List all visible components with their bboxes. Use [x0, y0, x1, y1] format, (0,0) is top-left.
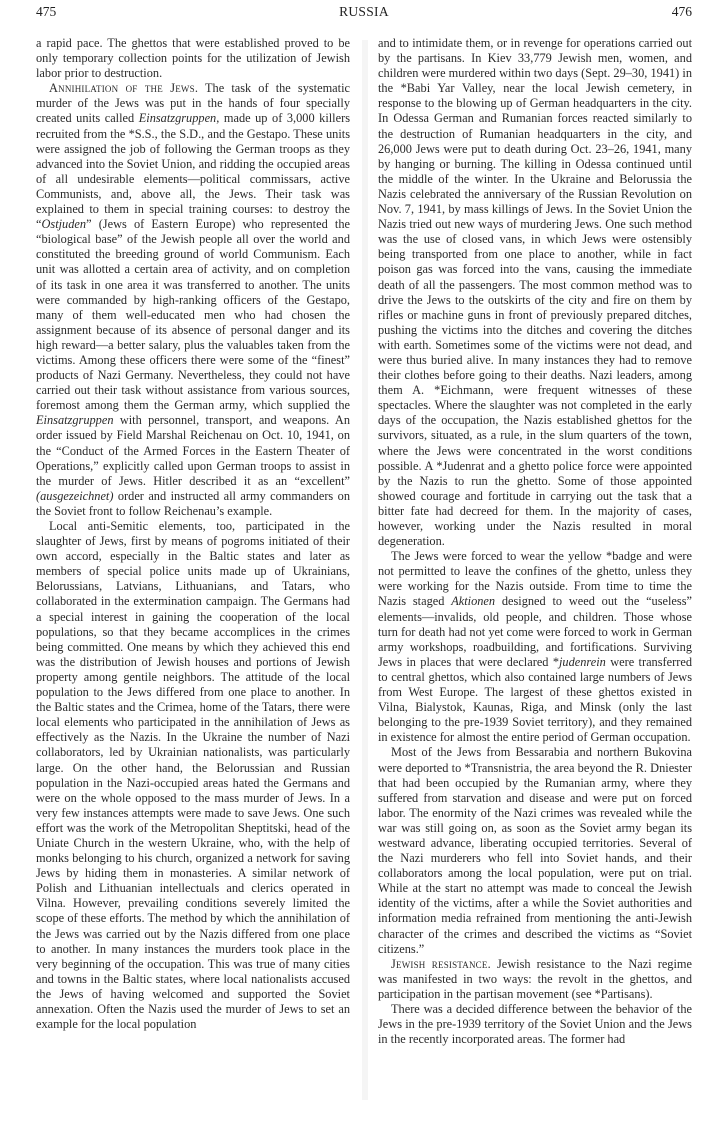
left-column	[36, 36, 350, 1032]
paragraph: The Jews were forced to wear the yellow *badge and were not permitted to leave the confines of the ghetto, unless they were working for the Nazis outside. From time to time the Nazis staged Aktionen designed to weed out the “useless” elements—invalids, old people, and children. Those whose turn for death had not yet come were forced to work in German army workshops, roadbuilding, and fortifications. Surviving Jews in places that were declared *judenrein were transferred to central ghettos, which also contained large numbers of Jews from West Europe. The largest of these ghettos existed in Vilna, Bialystok, Kaunas, Riga, and Minsk (only the last belonging to the pre-1939 Soviet territory), and they remained in existence for almost the entire period of German occupation.	[378, 549, 692, 745]
italic-term: judenrein	[559, 654, 606, 669]
paragraph: There was a decided difference between the behavior of the Jews in the pre-1939 territory of the Soviet Union and the Jews in the recently incorporated areas. The former had	[378, 1002, 692, 1047]
gutter-scan-shadow	[362, 40, 368, 1100]
section-heading: Jewish resistance.	[391, 956, 491, 971]
running-title: RUSSIA	[339, 4, 389, 19]
page-number-left: 475	[36, 4, 57, 19]
paragraph: Most of the Jews from Bessarabia and northern Bukovina were deported to *Transnistria, the area beyond the R. Dniester that had been occupied by the Rumanian army, where they suffered from starvation and disease and were put on forced labor. The enormity of the Nazi crimes was revealed while the war was still going on, as soon as the Soviet army began its westward advance, liberating occupied territories. Several of the Nazi murderers who fell into Soviet hands, and their collaborators among the local population, were put on trial. While at the start no attempt was made to conceal the Jewish identity of the victims, after a while the Soviet authorities and information media refrained from mentioning the anti-Jewish character of the crimes and described the victims as “Soviet citizens.”	[378, 745, 692, 956]
italic-term: (ausgezeichnet)	[36, 488, 114, 503]
running-header	[36, 4, 692, 22]
right-column	[378, 36, 692, 1047]
italic-term: Ostjuden	[41, 217, 87, 232]
paragraph: Local anti-Semitic elements, too, participated in the slaughter of Jews, first by means of pogroms initiated of their own accord, especially in the Baltic states and later as members of special police units made up of Ukrainians, Belorussians, Latvians, Lithuanians, and Tatars, who collaborated in the extermination campaign. The Germans had a special interest in gaining the cooperation of the local populations, so that they became accomplices in the crimes being committed. One means by which they achieved this end was the distribution of Jewish houses and portions of Jewish property among gentile neighbors. The attitude of the local population to the Jews differed from one place to another. In the Baltic states and the Crimea, home of the Tatars, there were local elements who participated in the annihilation of Jews as effectively as the Nazis. In the Ukraine the number of Nazi collaborators, led by Ukrainian nationalists, was particularly large. On the other hand, the Belorussian and Russian population in the Nazi-occupied areas hated the Germans and were on the whole opposed to the mass murder of Jews. In a very few instances attempts were made to save Jews. One such effort was the work of the Metropolitan Sheptitski, head of the Uniate Church in the western Ukraine, who, with the help of monks belonging to his church, organized a network for saving Jews by hiding them in monasteries. A similar network of Polish and Lithuanian intellectuals and clerics operated in Vilna. However, prevailing conditions severely limited the scope of these efforts. The method by which the annihilation of the Jews was carried out by the Nazis differed from one place to another. In many instances the murders took place in the very beginning of the occupation. This was true of many cities and towns in the Baltic states, where local nationalists accused the Jews of having welcomed and supported the Soviet annexation. Often the Nazis used the murder of Jews to set an example for the local population	[36, 519, 350, 1032]
paragraph: a rapid pace. The ghettos that were established proved to be only temporary collection points for the utilization of Jewish labor prior to destruction.	[36, 36, 350, 81]
paragraph: and to intimidate them, or in revenge for operations carried out by the partisans. In Kiev 33,779 Jewish men, women, and children were murdered within two days (Sept. 29–30, 1941) in the *Babi Yar Valley, near the local Jewish cemetery, in response to the blowing up of German headquarters in the city. In Odessa German and Rumanian forces reacted similarly to the destruction of Rumanian headquarters in the city, and 26,000 Jews were put to death during Oct. 23–26, 1941, many by hanging or burning. The killing in Odessa continued until the middle of the winter. In the Ukraine and Belorussia the Nazis celebrated the anniversary of the Russian Revolution on Nov. 7, 1941, by mass killings of Jews. In the Soviet Union the Nazis tried out new ways of murdering Jews. One such method was the use of closed vans, in which Jews were ostensibly being transported from one place to another, while in fact poison gas was forced into the vans, causing the immediate death of all the passengers. The most common method was to drive the Jews to the outskirts of the city and fire on them by rifles or machine guns in front of previously prepared ditches, pushing the victims into the ditches and covering the ditches with earth. Sometimes some of the victims were not dead, and were thus buried alive. In many instances they had to remove their clothes before going to their deaths. Nazi leaders, among them A. *Eichmann, were frequent witnesses of these spectacles. Where the slaughter was not completed in the early days of the occupation, the Nazis established ghettos for the survivors, situated, as a rule, in the slum quarters of the town, where the Jews were concentrated in the worst conditions possible. A *Judenrat and a ghetto police force were appointed by the Nazis to run the ghetto. Some of those appointed showed courage and fortitude in carrying out the task that a bitter fate had decreed for them. In the majority of cases, however, working under the Nazis resulted in moral degeneration.	[378, 36, 692, 549]
page-number-right: 476	[671, 4, 692, 19]
paragraph-jewish-resistance: Jewish resistance. Jewish resistance to the Nazi regime was manifested in two ways: the revolt in the ghettos, and participation in the partisan movement (see *Partisans).	[378, 956, 692, 1001]
italic-term: Einsatzgruppen	[138, 111, 217, 126]
italic-term: Einsatzgruppen	[36, 413, 114, 428]
italic-term: Aktionen	[451, 594, 496, 609]
paragraph-annihilation: Annihilation of the Jews. The task of the systematic murder of the Jews was put in the hands of four specially created units called Einsatzgruppen, made up of 3,000 killers recruited from the *S.S., the S.D., and the Gestapo. These units were assigned the job of following the German troops as they advanced into the Soviet Union, and ridding the occupied areas of all undesirable elements—political commissars, active Communists, and, above all, the Jews. Their task was explained to them in special training courses: to destroy the “Ostjuden” (Jews of Eastern Europe) who represented the “biological base” of the Jewish people all over the world and constituted the breeding ground of world Communism. Each unit was allotted a certain area of activity, and on completion of its task in one area it was transferred to another. The units were commanded by high-ranking officers of the Gestapo, many of them well-educated men who had chosen the assignment because of its absence of personal danger and its high reward—a better salary, plus the valuables taken from the victims. Among these officers there were some of the “finest” products of Nazi Germany. Nevertheless, they could not have carried out their task without assistance from various sources, foremost among them the German army, which supplied the Einsatzgruppen with personnel, transport, and weapons. An order issued by Field Marshal Reichenau on Oct. 10, 1941, on the “Conduct of the Armed Forces in the Eastern Theater of Operations,” explicitly called upon German troops to assist in the murder of Jews. Hitler described it as an “excellent” (ausgezeichnet) order and instructed all army commanders on the Soviet front to follow Reichenau’s example.	[36, 81, 351, 518]
section-heading: Annihilation of the Jews.	[49, 81, 199, 96]
